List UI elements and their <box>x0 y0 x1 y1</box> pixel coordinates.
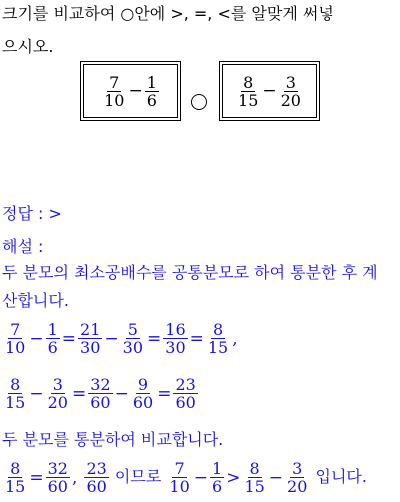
fraction: $\frac{8}{15}$ <box>5 375 26 412</box>
answer-label: 정답 : > <box>2 204 62 223</box>
explanation-line-1: 두 분모의 최소공배수를 공통분모로 하여 통분한 후 계 <box>2 263 378 282</box>
fraction: $\frac{3}{20}$ <box>287 459 308 496</box>
fraction: $\frac{7}{10}$ <box>169 459 190 496</box>
answer-circle[interactable] <box>191 94 207 110</box>
fraction-7-10: $\frac{7}{10}$ <box>104 72 125 110</box>
fraction: $\frac{1}{6}$ <box>47 320 58 357</box>
minus-sign: − <box>128 81 143 101</box>
fraction: $\frac{23}{60}$ <box>175 375 196 412</box>
explanation-line-2: 산합니다. <box>2 291 69 310</box>
explanation-line-3: 두 분모를 통분하여 비교합니다. <box>2 430 224 449</box>
fraction: $\frac{21}{30}$ <box>80 320 101 357</box>
equation-1: $\frac{7}{10}$ − $\frac{1}{6}$ = $\frac{21}{30}$ − $\frac{5}{30}$ = $\frac{16}{30}$ = $\frac{8}{15}$ , <box>5 320 238 357</box>
fraction: $\frac{8}{15}$ <box>207 320 229 357</box>
fraction: $\frac{7}{10}$ <box>5 320 26 357</box>
fraction: $\frac{1}{6}$ <box>212 459 223 496</box>
equation-2: $\frac{8}{15}$ − $\frac{3}{20}$ = $\frac{32}{60}$ − $\frac{9}{60}$ = $\frac{23}{60}$ <box>5 375 196 412</box>
explanation-label: 해설 : <box>2 237 44 256</box>
minus-sign: − <box>262 81 277 101</box>
fraction: $\frac{23}{60}$ <box>86 459 107 496</box>
question-line-2: 으시오. <box>2 37 54 56</box>
left-expression-box <box>80 61 181 121</box>
fraction-3-20: $\frac{3}{20}$ <box>280 72 301 110</box>
fraction: $\frac{8}{15}$ <box>244 459 265 496</box>
right-expression-box <box>219 61 320 121</box>
fraction: $\frac{3}{20}$ <box>47 375 68 412</box>
text-therefore: 이므로 <box>114 467 162 486</box>
fraction-1-6: $\frac{1}{6}$ <box>146 72 157 110</box>
equation-3: $\frac{8}{15}$ = $\frac{32}{60}$ , $\frac{23}{60}$ 이므로 $\frac{7}{10}$ − $\frac{1}{6}$ > $\frac{8}{15}$ − $\frac{3}{20}$ 입니다. <box>5 459 367 496</box>
fraction: $\frac{32}{60}$ <box>47 459 68 496</box>
fraction: $\frac{16}{30}$ <box>165 320 186 357</box>
fraction: $\frac{9}{60}$ <box>132 375 154 412</box>
fraction: $\frac{32}{60}$ <box>90 375 111 412</box>
fraction: $\frac{5}{30}$ <box>122 320 144 357</box>
question-line-1: 크기를 비교하여 ○안에 >, =, <를 알맞게 써넣 <box>2 4 334 23</box>
text-end: 입니다. <box>315 467 367 486</box>
fraction: $\frac{8}{15}$ <box>5 459 26 496</box>
fraction-8-15: $\frac{8}{15}$ <box>238 72 259 110</box>
